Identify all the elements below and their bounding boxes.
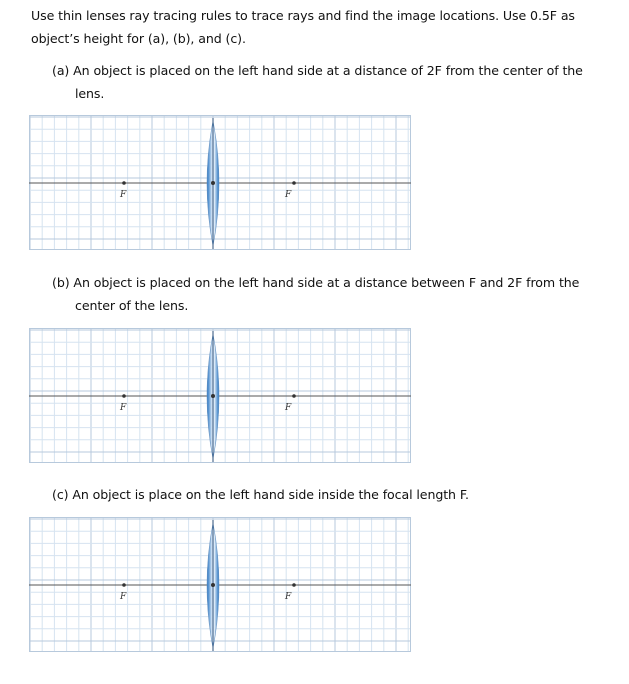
part-a-line-2: lens.	[75, 86, 105, 101]
convex-lens-icon	[207, 331, 219, 462]
part-a-line-1: (a) An object is placed on the left hand side at a distance of 2F from the center of the	[52, 63, 583, 78]
left-focal-point	[122, 394, 126, 398]
left-focal-label: F	[120, 403, 127, 413]
right-focal-point	[292, 181, 296, 185]
instructions-line-2: object’s height for (a), (b), and (c).	[31, 31, 246, 46]
part-c-line-1: (c) An object is place on the left hand side inside the focal length F.	[52, 487, 469, 502]
convex-lens-icon	[207, 520, 219, 651]
question-part-b	[52, 271, 620, 317]
ray-diagram-b	[29, 328, 411, 463]
right-focal-point	[292, 583, 296, 587]
convex-lens-icon	[207, 118, 219, 249]
right-focal-label: F	[285, 403, 292, 413]
question-part-a	[52, 59, 620, 105]
instructions	[31, 4, 621, 50]
right-focal-label: F	[285, 190, 292, 200]
part-b-line-2: center of the lens.	[75, 298, 189, 313]
right-focal-point	[292, 394, 296, 398]
left-focal-label: F	[120, 190, 127, 200]
right-focal-label: F	[285, 592, 292, 602]
part-b-line-1: (b) An object is placed on the left hand side at a distance between F and 2F from the	[52, 275, 580, 290]
ray-diagram-a	[29, 115, 411, 250]
instructions-line-1: Use thin lenses ray tracing rules to trace rays and find the image locations. Use 0.5F as	[31, 8, 575, 23]
left-focal-label: F	[120, 592, 127, 602]
ray-diagram-c	[29, 517, 411, 652]
left-focal-point	[122, 583, 126, 587]
question-part-c	[52, 483, 620, 506]
left-focal-point	[122, 181, 126, 185]
